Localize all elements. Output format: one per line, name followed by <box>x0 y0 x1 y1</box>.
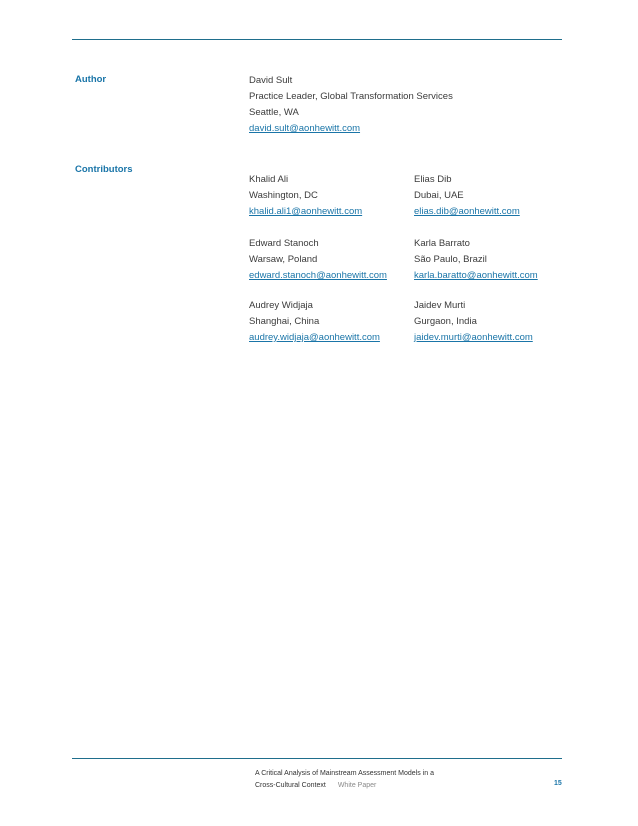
author-email-link[interactable]: david.sult@aonhewitt.com <box>249 123 361 134</box>
contributors-section-label: Contributors <box>75 164 133 175</box>
contributor-email-link[interactable]: khalid.ali1@aonhewitt.com <box>249 206 363 217</box>
contributor-location: São Paulo, Brazil <box>414 254 487 265</box>
contributor-location: Dubai, UAE <box>414 190 464 201</box>
contributor-card <box>414 172 520 220</box>
contributor-card <box>414 236 538 284</box>
footer-doc-type: White Paper <box>337 782 377 789</box>
contributor-email-link[interactable]: karla.baratto@aonhewitt.com <box>414 270 538 281</box>
contributor-name: Jaidev Murti <box>414 300 466 311</box>
contributor-card <box>249 236 387 284</box>
contributor-location: Warsaw, Poland <box>249 254 318 265</box>
contributor-location: Washington, DC <box>249 190 318 201</box>
contributor-card <box>249 298 380 346</box>
contributor-name: Karla Barrato <box>414 238 470 249</box>
contributor-email-link[interactable]: jaidev.murti@aonhewitt.com <box>414 332 533 343</box>
bottom-divider <box>72 758 562 759</box>
author-location: Seattle, WA <box>249 107 299 118</box>
contributor-email-link[interactable]: edward.stanoch@aonhewitt.com <box>249 270 387 281</box>
top-divider <box>72 39 562 40</box>
author-name: David Sult <box>249 75 293 86</box>
contributor-location: Shanghai, China <box>249 316 320 327</box>
author-section-label: Author <box>75 74 107 85</box>
author-title: Practice Leader, Global Transformation Services <box>249 91 453 102</box>
page-number: 15 <box>554 780 562 787</box>
footer-title-line-2-text: Cross-Cultural Context <box>255 782 326 789</box>
footer-title-line-2 <box>255 780 434 792</box>
author-block <box>249 73 453 137</box>
contributor-card <box>414 298 533 346</box>
contributor-location: Gurgaon, India <box>414 316 477 327</box>
contributor-name: Elias Dib <box>414 174 452 185</box>
contributor-name: Edward Stanoch <box>249 238 319 249</box>
contributor-email-link[interactable]: audrey.widjaja@aonhewitt.com <box>249 332 380 343</box>
footer-document-title <box>255 768 434 792</box>
contributor-email-link[interactable]: elias.dib@aonhewitt.com <box>414 206 520 217</box>
contributor-name: Audrey Widjaja <box>249 300 313 311</box>
contributor-name: Khalid Ali <box>249 174 289 185</box>
footer-title-line-1: A Critical Analysis of Mainstream Assessment Models in a <box>255 770 434 777</box>
contributor-card <box>249 172 362 220</box>
